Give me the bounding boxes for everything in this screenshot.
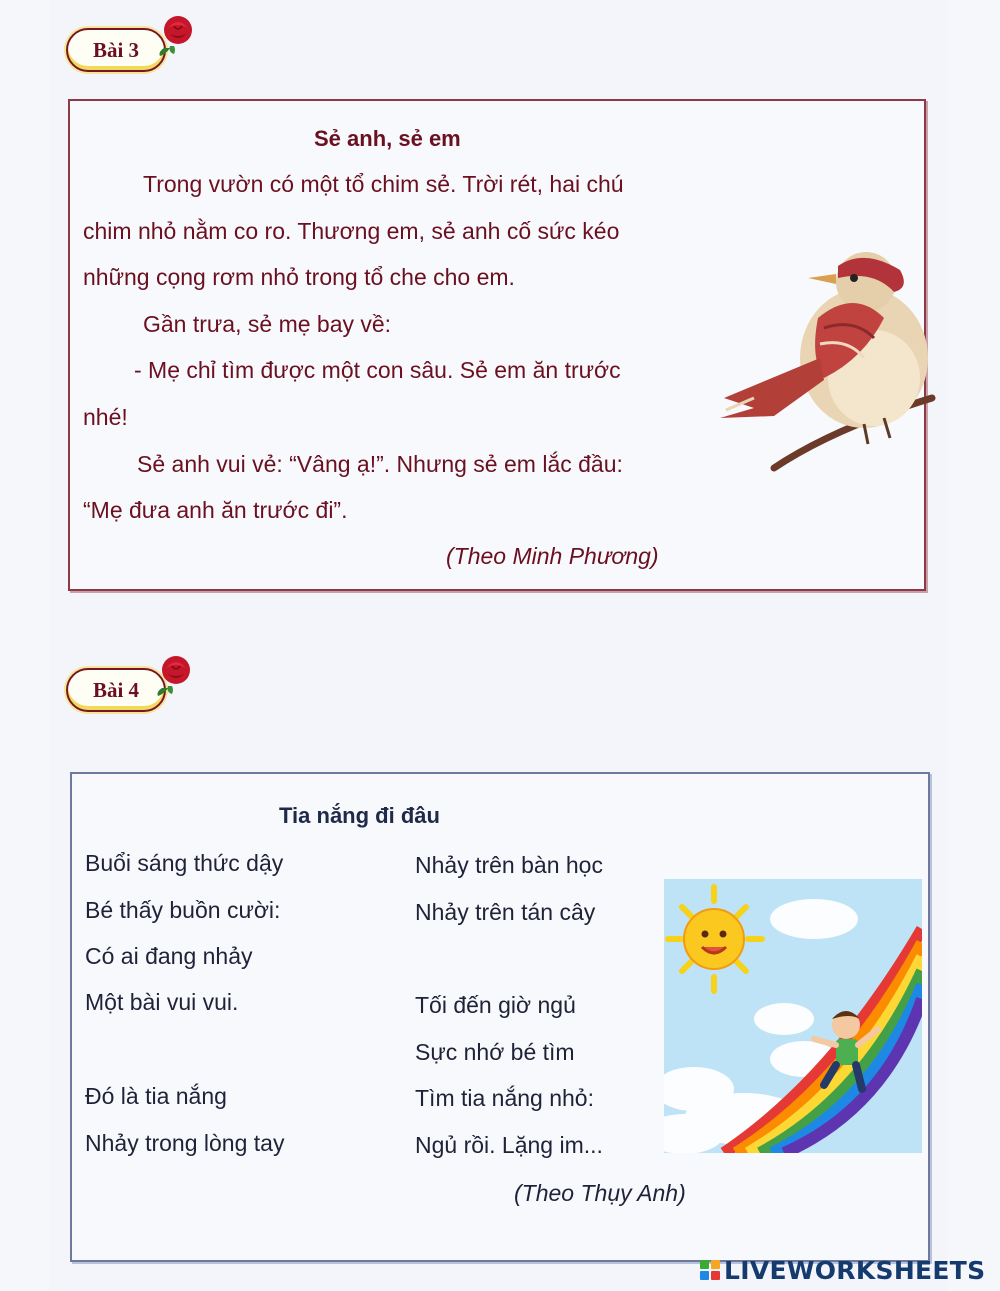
poem-title: Tia nắng đi đâu <box>279 803 440 828</box>
sun-rainbow-illustration <box>664 879 922 1153</box>
rose-icon <box>154 652 194 698</box>
liveworksheets-logo <box>700 1253 985 1287</box>
poem-source: (Theo Thụy Anh) <box>514 1180 686 1206</box>
exercise-4-tag <box>66 668 166 712</box>
logo-text: LIVEWORKSHEETS <box>724 1255 986 1285</box>
story-line: Gần trưa, sẻ mẹ bay về: <box>143 311 392 337</box>
poem-line: Một bài vui vui. <box>85 989 239 1015</box>
poem-line: Sực nhớ bé tìm <box>415 1039 575 1065</box>
logo-blocks-icon <box>700 1260 720 1280</box>
poem-line: Nhảy trong lòng tay <box>85 1130 285 1156</box>
story-line: Trong vườn có một tổ chim sẻ. Trời rét, hai chú <box>143 171 624 197</box>
story-line: “Mẹ đưa anh ăn trước đi”. <box>83 497 348 523</box>
exercise-4-tag-label: Bài 4 <box>92 678 140 702</box>
story-line: - Mẹ chỉ tìm được một con sâu. Sẻ em ăn trước <box>134 357 621 383</box>
poem-line: Bé thấy buồn cười: <box>85 897 281 923</box>
story-line: chim nhỏ nằm co ro. Thương em, sẻ anh cố sức kéo <box>83 218 620 244</box>
poem-line: Tìm tia nắng nhỏ: <box>415 1085 594 1111</box>
story-line: nhé! <box>83 404 128 430</box>
poem-line: Nhảy trên tán cây <box>415 899 596 925</box>
poem-line: Đó là tia nắng <box>85 1083 227 1109</box>
story-source: (Theo Minh Phương) <box>446 543 659 569</box>
poem-line: Tối đến giờ ngủ <box>415 992 576 1018</box>
story-title: Sẻ anh, sẻ em <box>314 126 461 151</box>
poem-line: Nhảy trên bàn học <box>415 852 603 878</box>
story-line: những cọng rơm nhỏ trong tổ che cho em. <box>83 264 515 290</box>
poem-line: Có ai đang nhảy <box>85 943 253 969</box>
sparrow-illustration <box>714 248 936 476</box>
rose-icon <box>156 12 196 58</box>
exercise-3-tag <box>66 28 166 72</box>
exercise-3-tag-label: Bài 3 <box>92 38 140 62</box>
poem-line: Ngủ rồi. Lặng im... <box>415 1132 603 1158</box>
story-line: Sẻ anh vui vẻ: “Vâng ạ!”. Nhưng sẻ em lắc đầu: <box>137 451 623 477</box>
poem-line: Buổi sáng thức dậy <box>85 850 284 876</box>
